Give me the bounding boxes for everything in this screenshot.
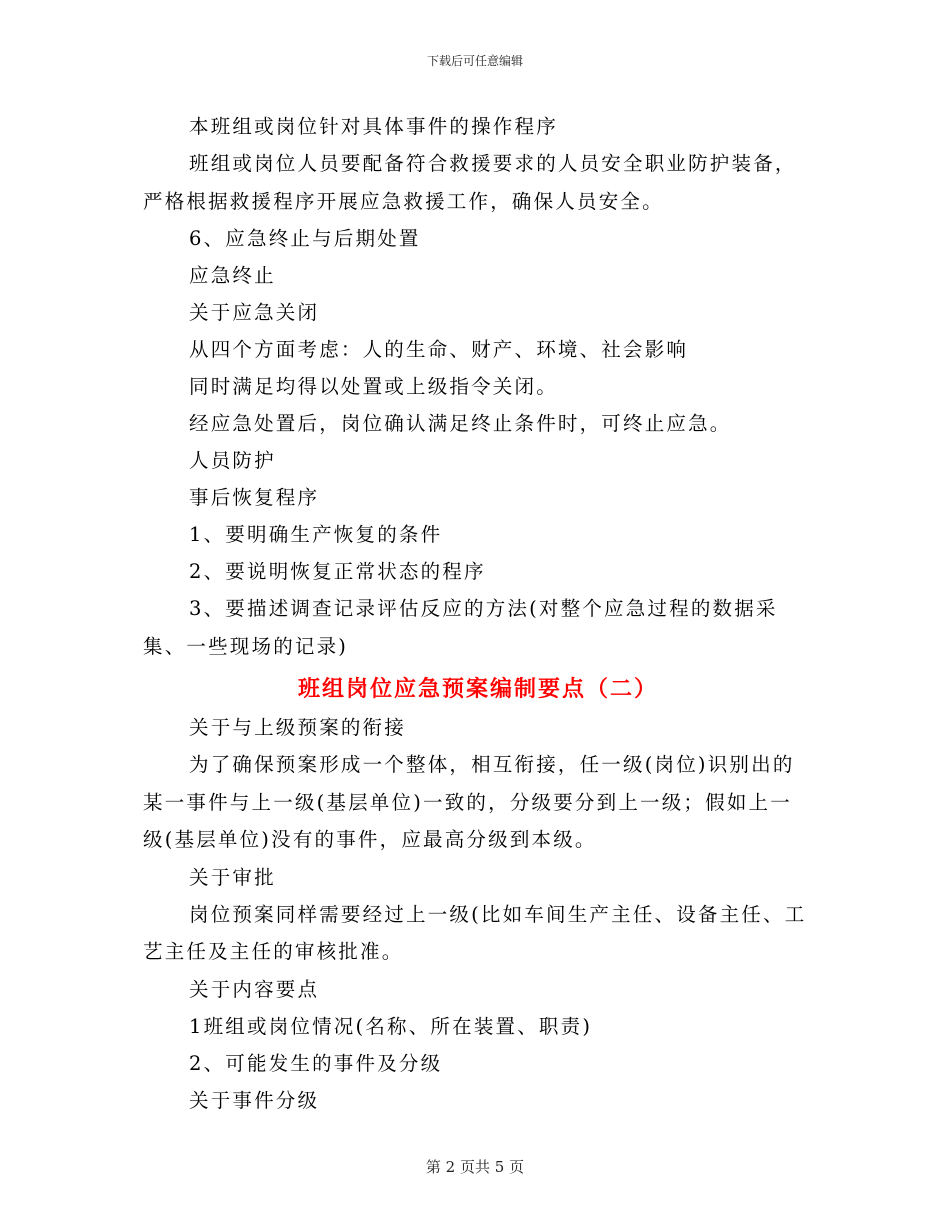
paragraph: 岗位预案同样需要经过上一级(比如车间生产主任、设备主任、工艺主任及主任的审核批准。 [143,902,807,963]
paragraph: 应急终止 [189,264,276,287]
paragraph: 为了确保预案形成一个整体，相互衔接，任一级(岗位)识别出的某一事件与上一级(基层单位)一致的，分级要分到上一级；假如上一级(基层单位)没有的事件，应最高分级到本级。 [143,753,795,851]
list-item: 2、可能发生的事件及分级 [189,1051,443,1075]
paragraph: 经应急处置后，岗位确认满足终止条件时，可终止应急。 [189,412,732,435]
section-title: 班组岗位应急预案编制要点（二） [297,676,658,702]
paragraph: 班组或岗位人员要配备符合救援要求的人员安全职业防护装备，严格根据救援程序开展应急救援工作，确保人员安全。 [143,152,797,213]
section-heading: 6、应急终止与后期处置 [189,227,421,250]
paragraph: 关于应急关闭 [189,301,320,324]
page-header: 下载后可任意编辑 [426,54,523,68]
paragraph: 从四个方面考虑：人的生命、财产、环境、社会影响 [189,338,689,361]
list-item: 2、要说明恢复正常状态的程序 [189,560,486,583]
page-footer: 第 2 页共 5 页 [425,1158,525,1176]
paragraph: 事后恢复程序 [189,486,320,509]
paragraph: 人员防护 [189,449,276,472]
paragraph: 关于内容要点 [189,977,320,1001]
paragraph: 关于事件分级 [189,1088,320,1112]
list-item: 1、要明确生产恢复的条件 [189,523,443,546]
list-item: 1班组或岗位情况(名称、所在装置、职责) [189,1014,593,1038]
paragraph: 同时满足均得以处置或上级指令关闭。 [189,375,558,398]
document-body [143,108,813,1119]
paragraph: 关于与上级预案的衔接 [189,716,407,739]
paragraph: 本班组或岗位针对具体事件的操作程序 [189,115,558,138]
list-item: 3、要描述调查记录评估反应的方法(对整个应急过程的数据采集、一些现场的记录) [143,597,778,658]
paragraph: 关于审批 [189,865,276,889]
